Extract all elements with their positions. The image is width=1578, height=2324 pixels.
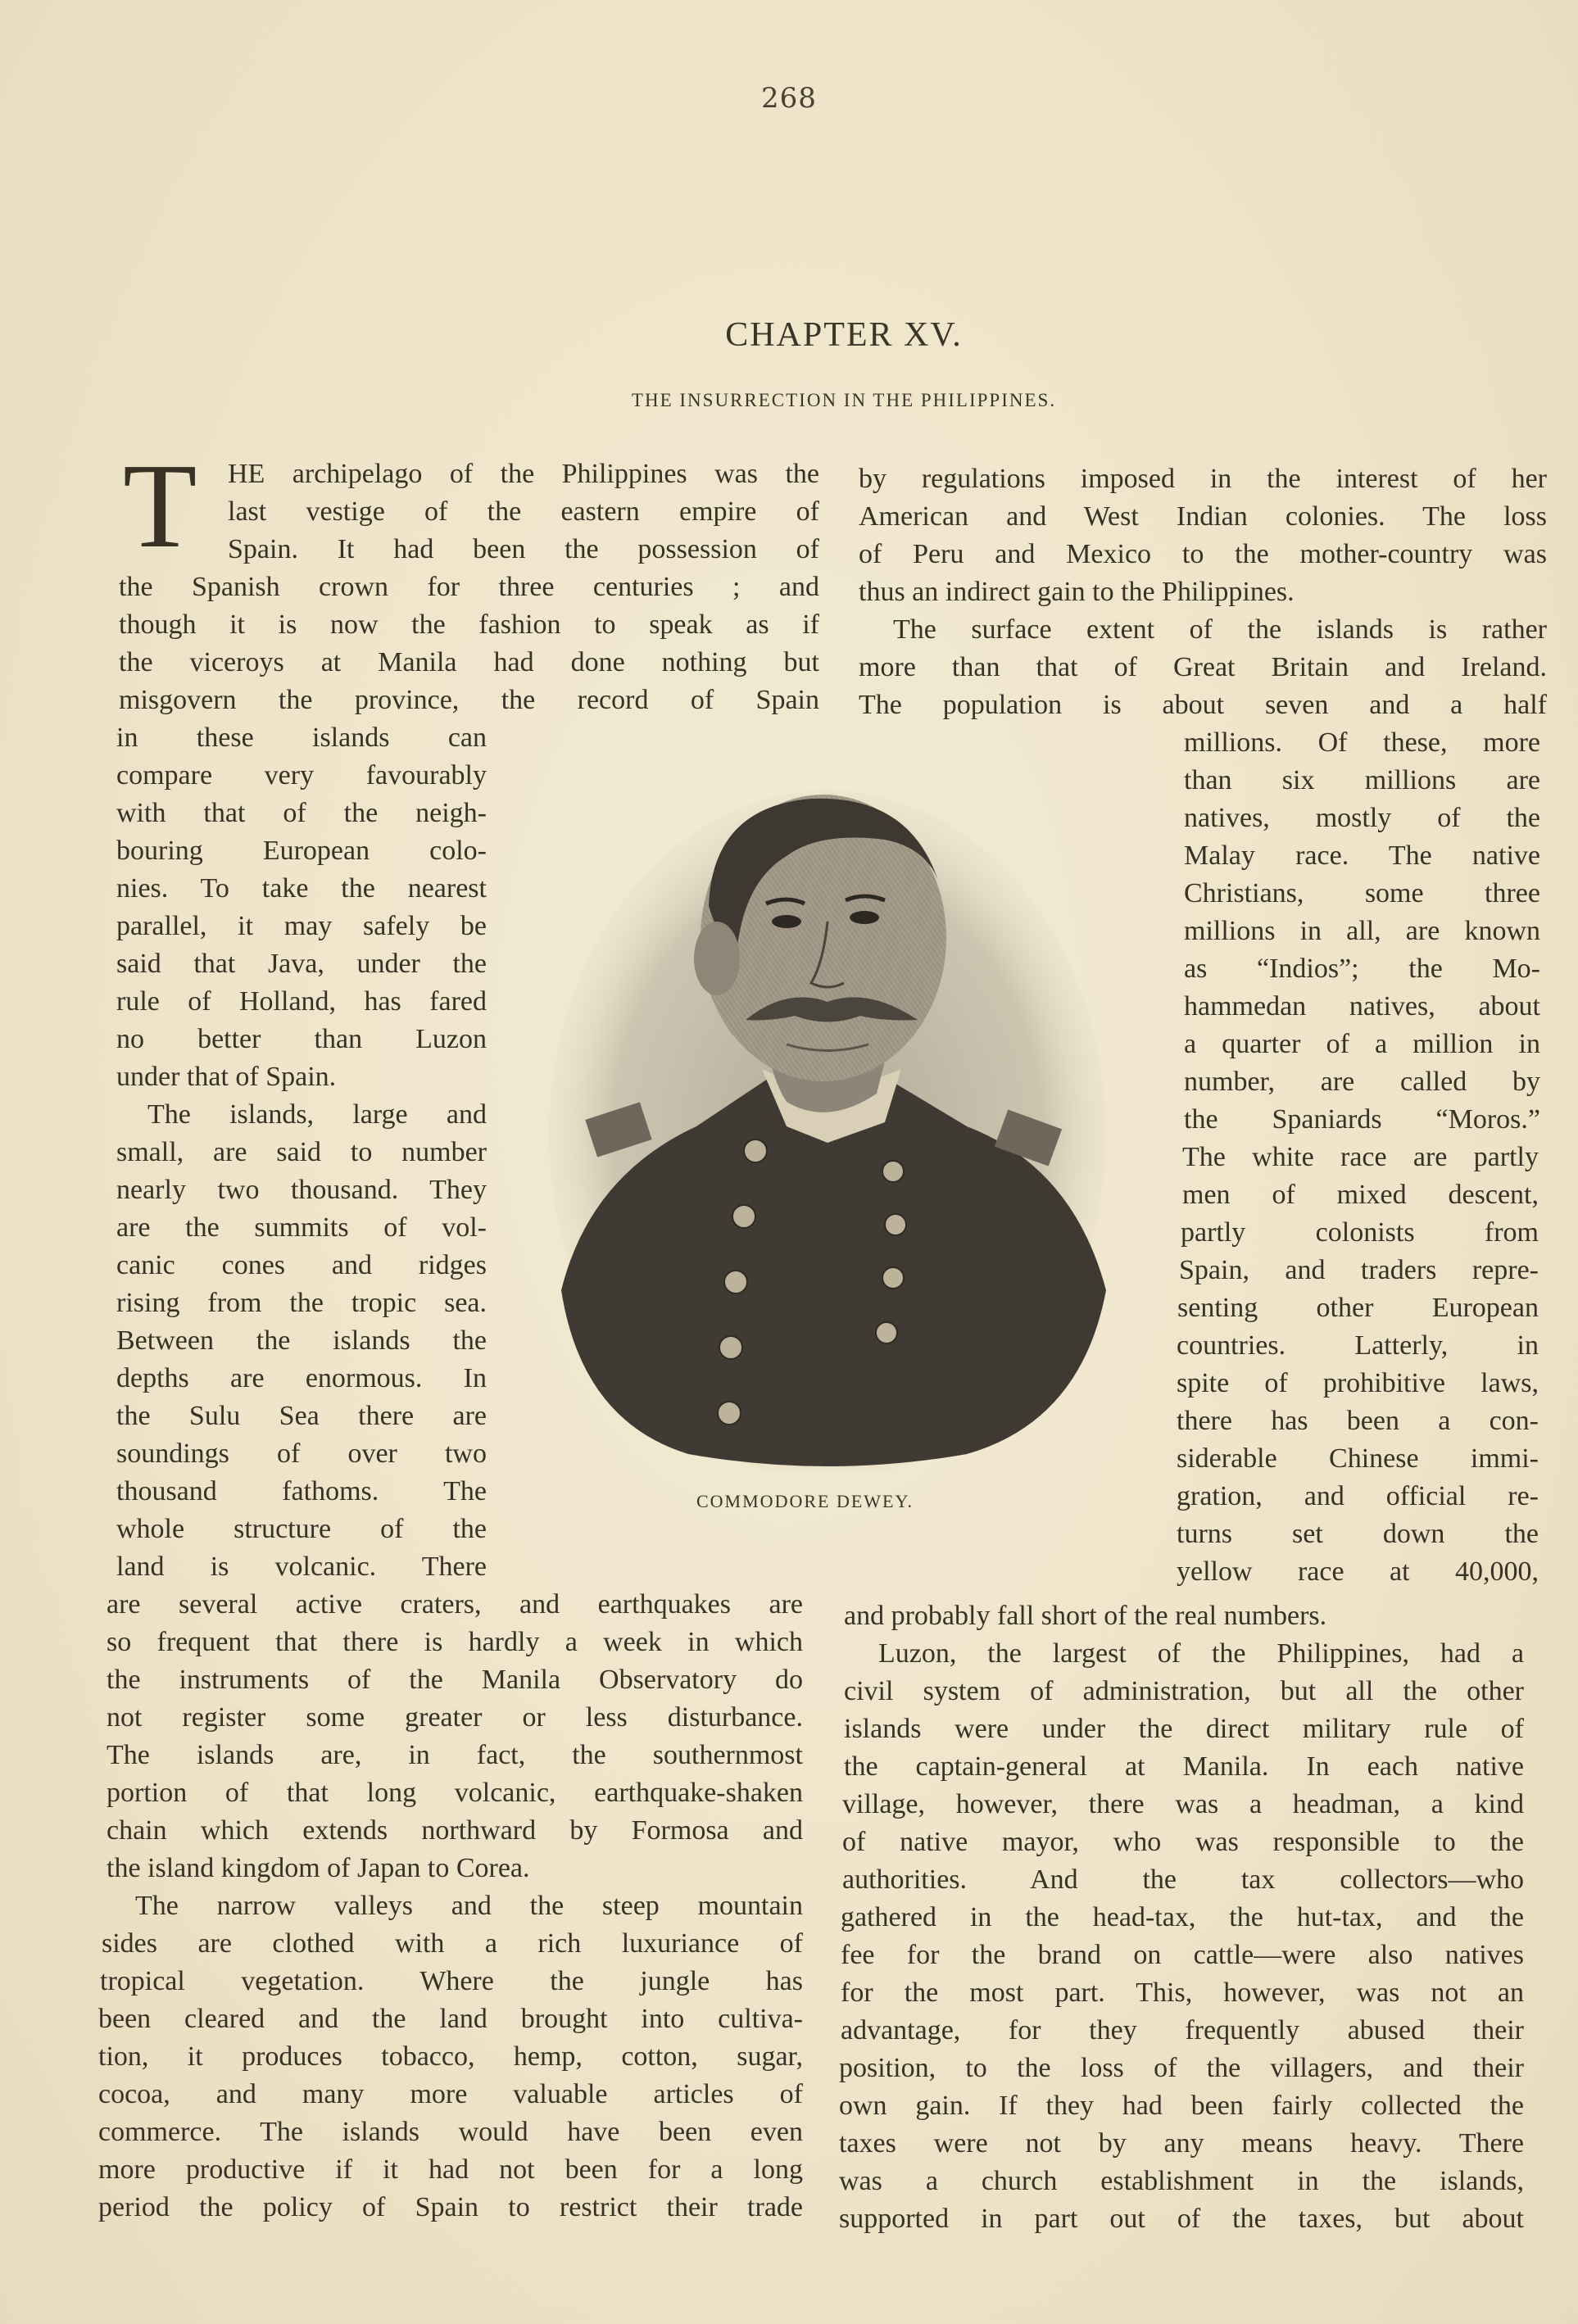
text-line: been cleared and the land brought into cultiva- [98, 2004, 803, 2034]
text-line: the instruments of the Manila Observatory do [107, 1665, 803, 1695]
text-line: by regulations imposed in the interest of her [859, 464, 1547, 494]
text-line: Between the islands the [116, 1325, 487, 1356]
text-line: misgovern the province, the record of Spain [119, 685, 819, 715]
text-line: thus an indirect gain to the Philippines. [859, 577, 1295, 607]
text-line: said that Java, under the [116, 949, 487, 979]
text-line: spite of prohibitive laws, [1177, 1368, 1539, 1398]
text-line: The narrow valleys and the steep mountain [135, 1891, 803, 1921]
text-line: small, are said to number [116, 1137, 487, 1167]
chapter-subtitle: THE INSURRECTION IN THE PHILIPPINES. [631, 390, 1057, 410]
text-line: taxes were not by any means heavy. There [839, 2128, 1524, 2159]
text-line: under that of Spain. [116, 1062, 337, 1092]
text-line: there has been a con- [1177, 1406, 1539, 1436]
commodore-dewey-portrait [541, 782, 1114, 1470]
text-line: no better than Luzon [116, 1024, 487, 1054]
text-line: the island kingdom of Japan to Corea. [107, 1853, 530, 1883]
chapter-title: CHAPTER XV. [725, 316, 963, 354]
text-line: civil system of administration, but all the other [844, 1676, 1524, 1706]
text-line: period the policy of Spain to restrict their trade [98, 2192, 803, 2222]
text-line: rising from the tropic sea. [116, 1288, 487, 1318]
text-line: islands were under the direct military rule of [844, 1714, 1524, 1744]
text-line: yellow race at 40,000, [1177, 1556, 1539, 1587]
text-line: a quarter of a million in [1184, 1029, 1540, 1059]
text-line: tion, it produces tobacco, hemp, cotton, sugar, [98, 2041, 803, 2072]
text-line: Spain, and traders repre- [1179, 1255, 1539, 1285]
eye-left [772, 915, 801, 928]
text-line: senting other European [1177, 1293, 1539, 1323]
text-line: The islands, large and [147, 1099, 487, 1130]
text-line: Malay race. The native [1184, 840, 1540, 871]
text-line: the captain-general at Manila. In each native [844, 1751, 1524, 1782]
eye-right [850, 911, 879, 924]
text-line: hammedan natives, about [1184, 991, 1540, 1022]
text-line: sides are clothed with a rich luxuriance of [102, 1928, 803, 1959]
text-line: millions. Of these, more [1184, 727, 1540, 758]
text-line: cocoa, and many more valuable articles of [98, 2079, 803, 2109]
text-line: chain which extends northward by Formosa and [107, 1815, 803, 1846]
page-number: 268 [761, 82, 817, 115]
text-line: parallel, it may safely be [116, 911, 487, 941]
text-line: nies. To take the nearest [116, 873, 487, 904]
text-line: supported in part out of the taxes, but about [839, 2204, 1524, 2234]
text-line: millions in all, are known [1184, 916, 1540, 946]
text-line: as “Indios”; the Mo- [1184, 954, 1540, 984]
text-line: village, however, there was a headman, a kind [842, 1789, 1524, 1819]
text-line: so frequent that there is hardly a week in which [107, 1627, 803, 1657]
text-line: than six millions are [1184, 765, 1540, 795]
text-line: The islands are, in fact, the southernmost [107, 1740, 803, 1770]
text-line: depths are enormous. In [116, 1363, 487, 1393]
text-line: the Spaniards “Moros.” [1184, 1104, 1540, 1135]
text-line: countries. Latterly, in [1177, 1330, 1539, 1361]
text-line: whole structure of the [116, 1514, 487, 1544]
text-line: not register some greater or less disturbance. [107, 1702, 803, 1733]
text-line: and probably fall short of the real numbers. [844, 1601, 1327, 1631]
text-line: authorities. And the tax collectors—who [842, 1864, 1524, 1895]
text-line: siderable Chinese immi- [1177, 1443, 1539, 1474]
text-line: gration, and official re- [1177, 1481, 1539, 1511]
text-line: nearly two thousand. They [116, 1175, 487, 1205]
text-line: are several active craters, and earthquakes are [107, 1589, 803, 1620]
text-line: Spain. It had been the possession of [228, 534, 819, 564]
text-line: own gain. If they had been fairly collected the [839, 2091, 1524, 2121]
text-line: gathered in the head-tax, the hut-tax, and the [841, 1902, 1524, 1932]
text-line: Luzon, the largest of the Philippines, had a [878, 1638, 1524, 1669]
text-line: of native mayor, who was responsible to the [842, 1827, 1524, 1857]
text-line: advantage, for they frequently abused their [841, 2015, 1524, 2045]
text-line: in these islands can [116, 723, 487, 753]
text-line: are the summits of vol- [116, 1212, 487, 1243]
text-line: bouring European colo- [116, 836, 487, 866]
portrait-caption: COMMODORE DEWEY. [696, 1491, 914, 1511]
text-line: The population is about seven and a half [859, 690, 1547, 720]
text-line: compare very favourably [116, 760, 487, 791]
text-line: of Peru and Mexico to the mother-country was [859, 539, 1547, 569]
text-line: turns set down the [1177, 1519, 1539, 1549]
text-line: HE archipelago of the Philippines was the [228, 459, 819, 489]
text-line: portion of that long volcanic, earthquake-shaken [107, 1778, 803, 1808]
text-line: land is volcanic. There [116, 1552, 487, 1582]
text-line: soundings of over two [116, 1438, 487, 1469]
text-line: natives, mostly of the [1184, 803, 1540, 833]
text-line: more than that of Great Britain and Ireland. [859, 652, 1547, 682]
text-line: canic cones and ridges [116, 1250, 487, 1280]
text-line: men of mixed descent, [1182, 1180, 1539, 1210]
text-line: more productive if it had not been for a long [98, 2154, 803, 2185]
text-line: commerce. The islands would have been even [98, 2117, 803, 2147]
ear [694, 922, 740, 995]
text-line: the viceroys at Manila had done nothing but [119, 647, 819, 677]
text-line: The surface extent of the islands is rather [893, 614, 1547, 645]
text-line: with that of the neigh- [116, 798, 487, 828]
text-line: thousand fathoms. The [116, 1476, 487, 1506]
text-line: The white race are partly [1182, 1142, 1539, 1172]
drop-cap: T [123, 439, 197, 573]
text-line: position, to the loss of the villagers, and their [839, 2053, 1524, 2083]
text-line: last vestige of the eastern empire of [228, 496, 819, 527]
text-line: number, are called by [1184, 1067, 1540, 1097]
text-line: fee for the brand on cattle—were also natives [841, 1940, 1524, 1970]
text-line: the Spanish crown for three centuries ; and [119, 572, 819, 602]
text-line: tropical vegetation. Where the jungle has [100, 1966, 803, 1996]
text-line: the Sulu Sea there are [116, 1401, 487, 1431]
text-line: partly colonists from [1181, 1217, 1539, 1248]
text-line: American and West Indian colonies. The loss [859, 501, 1547, 532]
text-line: rule of Holland, has fared [116, 986, 487, 1017]
text-line: though it is now the fashion to speak as if [119, 609, 819, 640]
text-line: for the most part. This, however, was not an [841, 1977, 1524, 2008]
text-line: was a church establishment in the islands, [839, 2166, 1524, 2196]
text-line: Christians, some three [1184, 878, 1540, 908]
